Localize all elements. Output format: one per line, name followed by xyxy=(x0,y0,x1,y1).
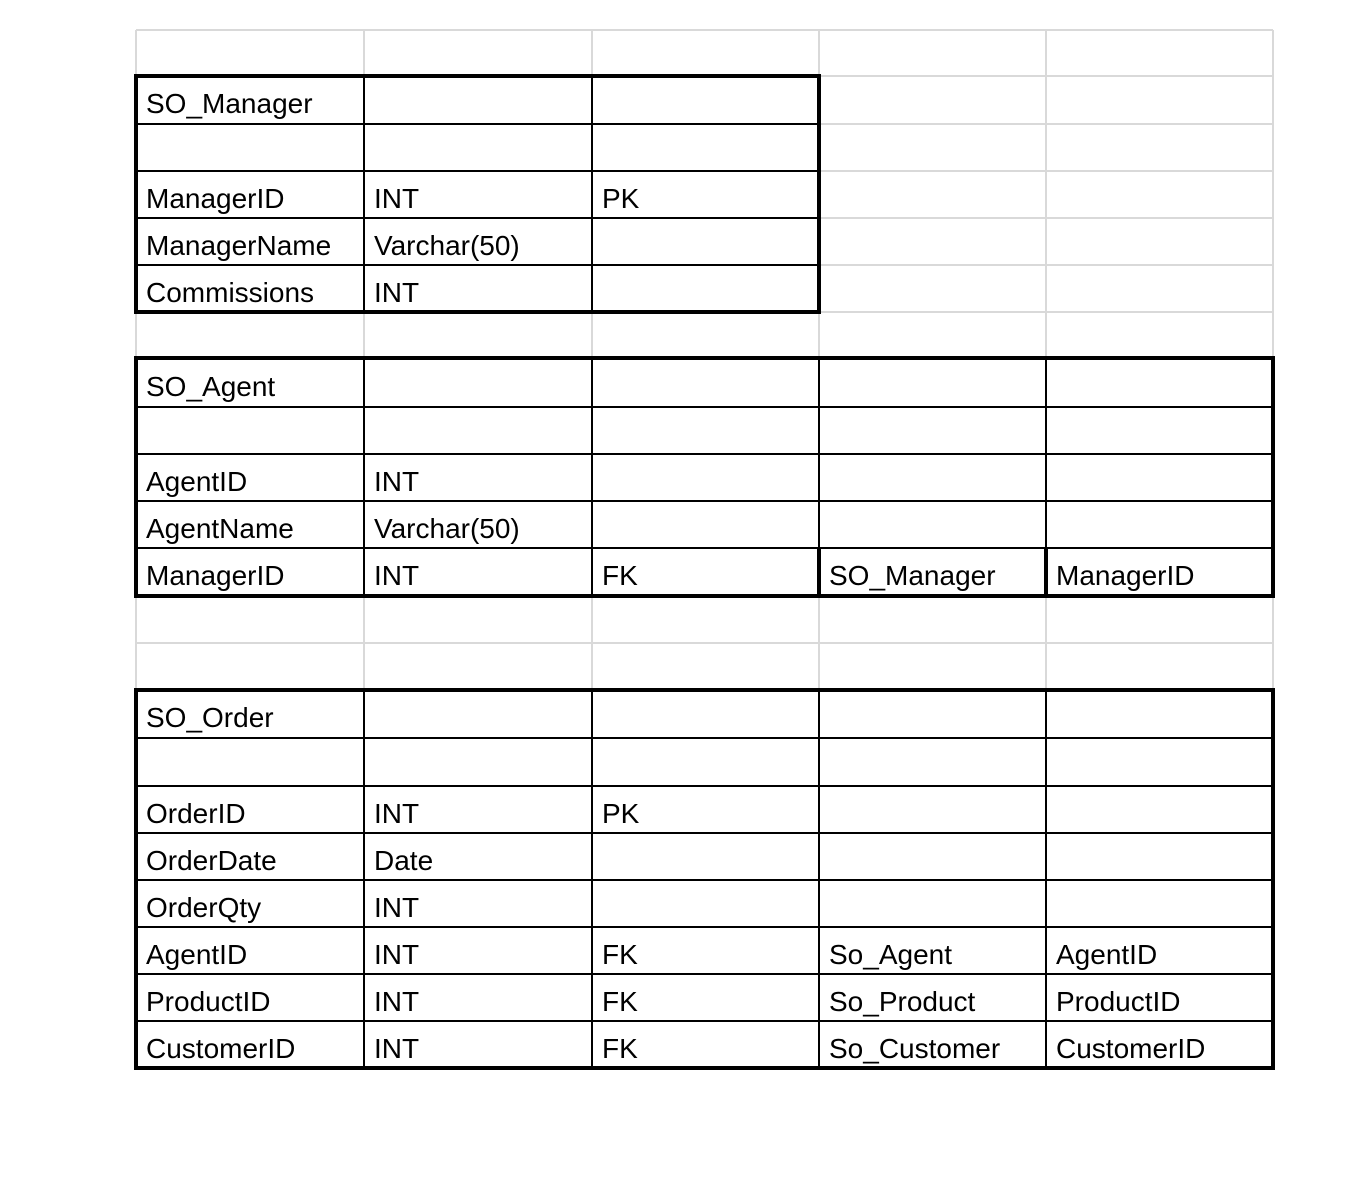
so-order-cell[interactable]: Date xyxy=(374,844,434,876)
so-order-cell[interactable]: INT xyxy=(374,797,420,829)
so-agent-ref-border xyxy=(817,548,821,596)
so-order-cell[interactable]: So_Customer xyxy=(829,1032,1001,1064)
so-order-cell[interactable]: PK xyxy=(602,797,640,829)
so-agent-cell[interactable]: AgentID xyxy=(146,465,248,497)
so-order-cell[interactable] xyxy=(1046,880,1273,927)
so-order-cell[interactable]: ProductID xyxy=(1056,985,1181,1017)
so-order-cell[interactable]: OrderDate xyxy=(146,844,277,876)
so-agent-cell[interactable]: ManagerID xyxy=(1056,560,1195,591)
so-agent-cell[interactable]: FK xyxy=(602,560,638,591)
so-order-cell[interactable]: CustomerID xyxy=(1056,1032,1206,1064)
so-order-cell[interactable]: FK xyxy=(602,985,638,1017)
so-order-cell[interactable]: CustomerID xyxy=(146,1032,296,1064)
so-order-cell[interactable] xyxy=(819,880,1046,927)
so-agent-cell[interactable] xyxy=(592,501,819,548)
so-manager-cell[interactable]: INT xyxy=(374,182,420,214)
so-order-cell[interactable]: OrderQty xyxy=(146,891,262,923)
so-order-cell[interactable]: AgentID xyxy=(1056,938,1158,970)
so-agent-cell[interactable]: AgentName xyxy=(146,512,294,544)
so-agent-cell[interactable]: Varchar(50) xyxy=(374,512,520,544)
so-agent-cell[interactable] xyxy=(819,454,1046,501)
gridline-horizontal xyxy=(136,29,1273,31)
gridline-horizontal xyxy=(136,642,1273,644)
so-manager-cell[interactable]: INT xyxy=(374,276,420,308)
so-order-cell[interactable]: OrderID xyxy=(146,797,246,829)
so-agent-cell[interactable] xyxy=(592,454,819,501)
so-order-cell[interactable]: AgentID xyxy=(146,938,248,970)
so-agent-cell[interactable]: SO_Manager xyxy=(829,560,996,591)
so-order-cell[interactable]: INT xyxy=(374,985,420,1017)
so-agent-cell[interactable] xyxy=(1046,501,1273,548)
so-manager-cell[interactable]: Commissions xyxy=(146,276,315,308)
so-manager-cell[interactable]: ManagerID xyxy=(146,182,285,214)
so-order-cell[interactable]: So_Product xyxy=(829,985,976,1017)
so-order-cell[interactable] xyxy=(1046,786,1273,833)
so-order-cell[interactable] xyxy=(1046,833,1273,880)
so-agent-cell[interactable] xyxy=(1046,454,1273,501)
so-order-cell[interactable]: FK xyxy=(602,938,638,970)
so-order-cell[interactable] xyxy=(819,833,1046,880)
so-agent-cell[interactable]: INT xyxy=(374,465,420,497)
so-manager-table-title[interactable]: SO_Manager xyxy=(146,88,313,119)
so-agent-table-title[interactable]: SO_Agent xyxy=(146,370,276,402)
so-manager-cell[interactable] xyxy=(592,265,819,312)
so-order-cell[interactable] xyxy=(592,833,819,880)
so-order-cell[interactable]: INT xyxy=(374,938,420,970)
so-manager-cell[interactable]: Varchar(50) xyxy=(374,229,520,261)
so-agent-cell[interactable] xyxy=(819,501,1046,548)
so-manager-cell[interactable]: ManagerName xyxy=(146,229,332,261)
so-order-cell[interactable] xyxy=(819,786,1046,833)
so-agent-ref-border xyxy=(1044,548,1048,596)
so-manager-cell[interactable]: PK xyxy=(602,182,640,214)
so-order-cell[interactable] xyxy=(592,880,819,927)
so-order-cell[interactable]: So_Agent xyxy=(829,938,952,970)
so-order-cell[interactable]: FK xyxy=(602,1032,638,1064)
so-order-cell[interactable]: INT xyxy=(374,1032,420,1064)
so-agent-cell[interactable]: ManagerID xyxy=(146,560,285,591)
so-order-cell[interactable]: ProductID xyxy=(146,985,271,1017)
so-order-cell[interactable]: INT xyxy=(374,891,420,923)
so-order-table-title[interactable]: SO_Order xyxy=(146,702,274,733)
so-agent-cell[interactable]: INT xyxy=(374,560,420,591)
so-manager-cell[interactable] xyxy=(592,218,819,265)
